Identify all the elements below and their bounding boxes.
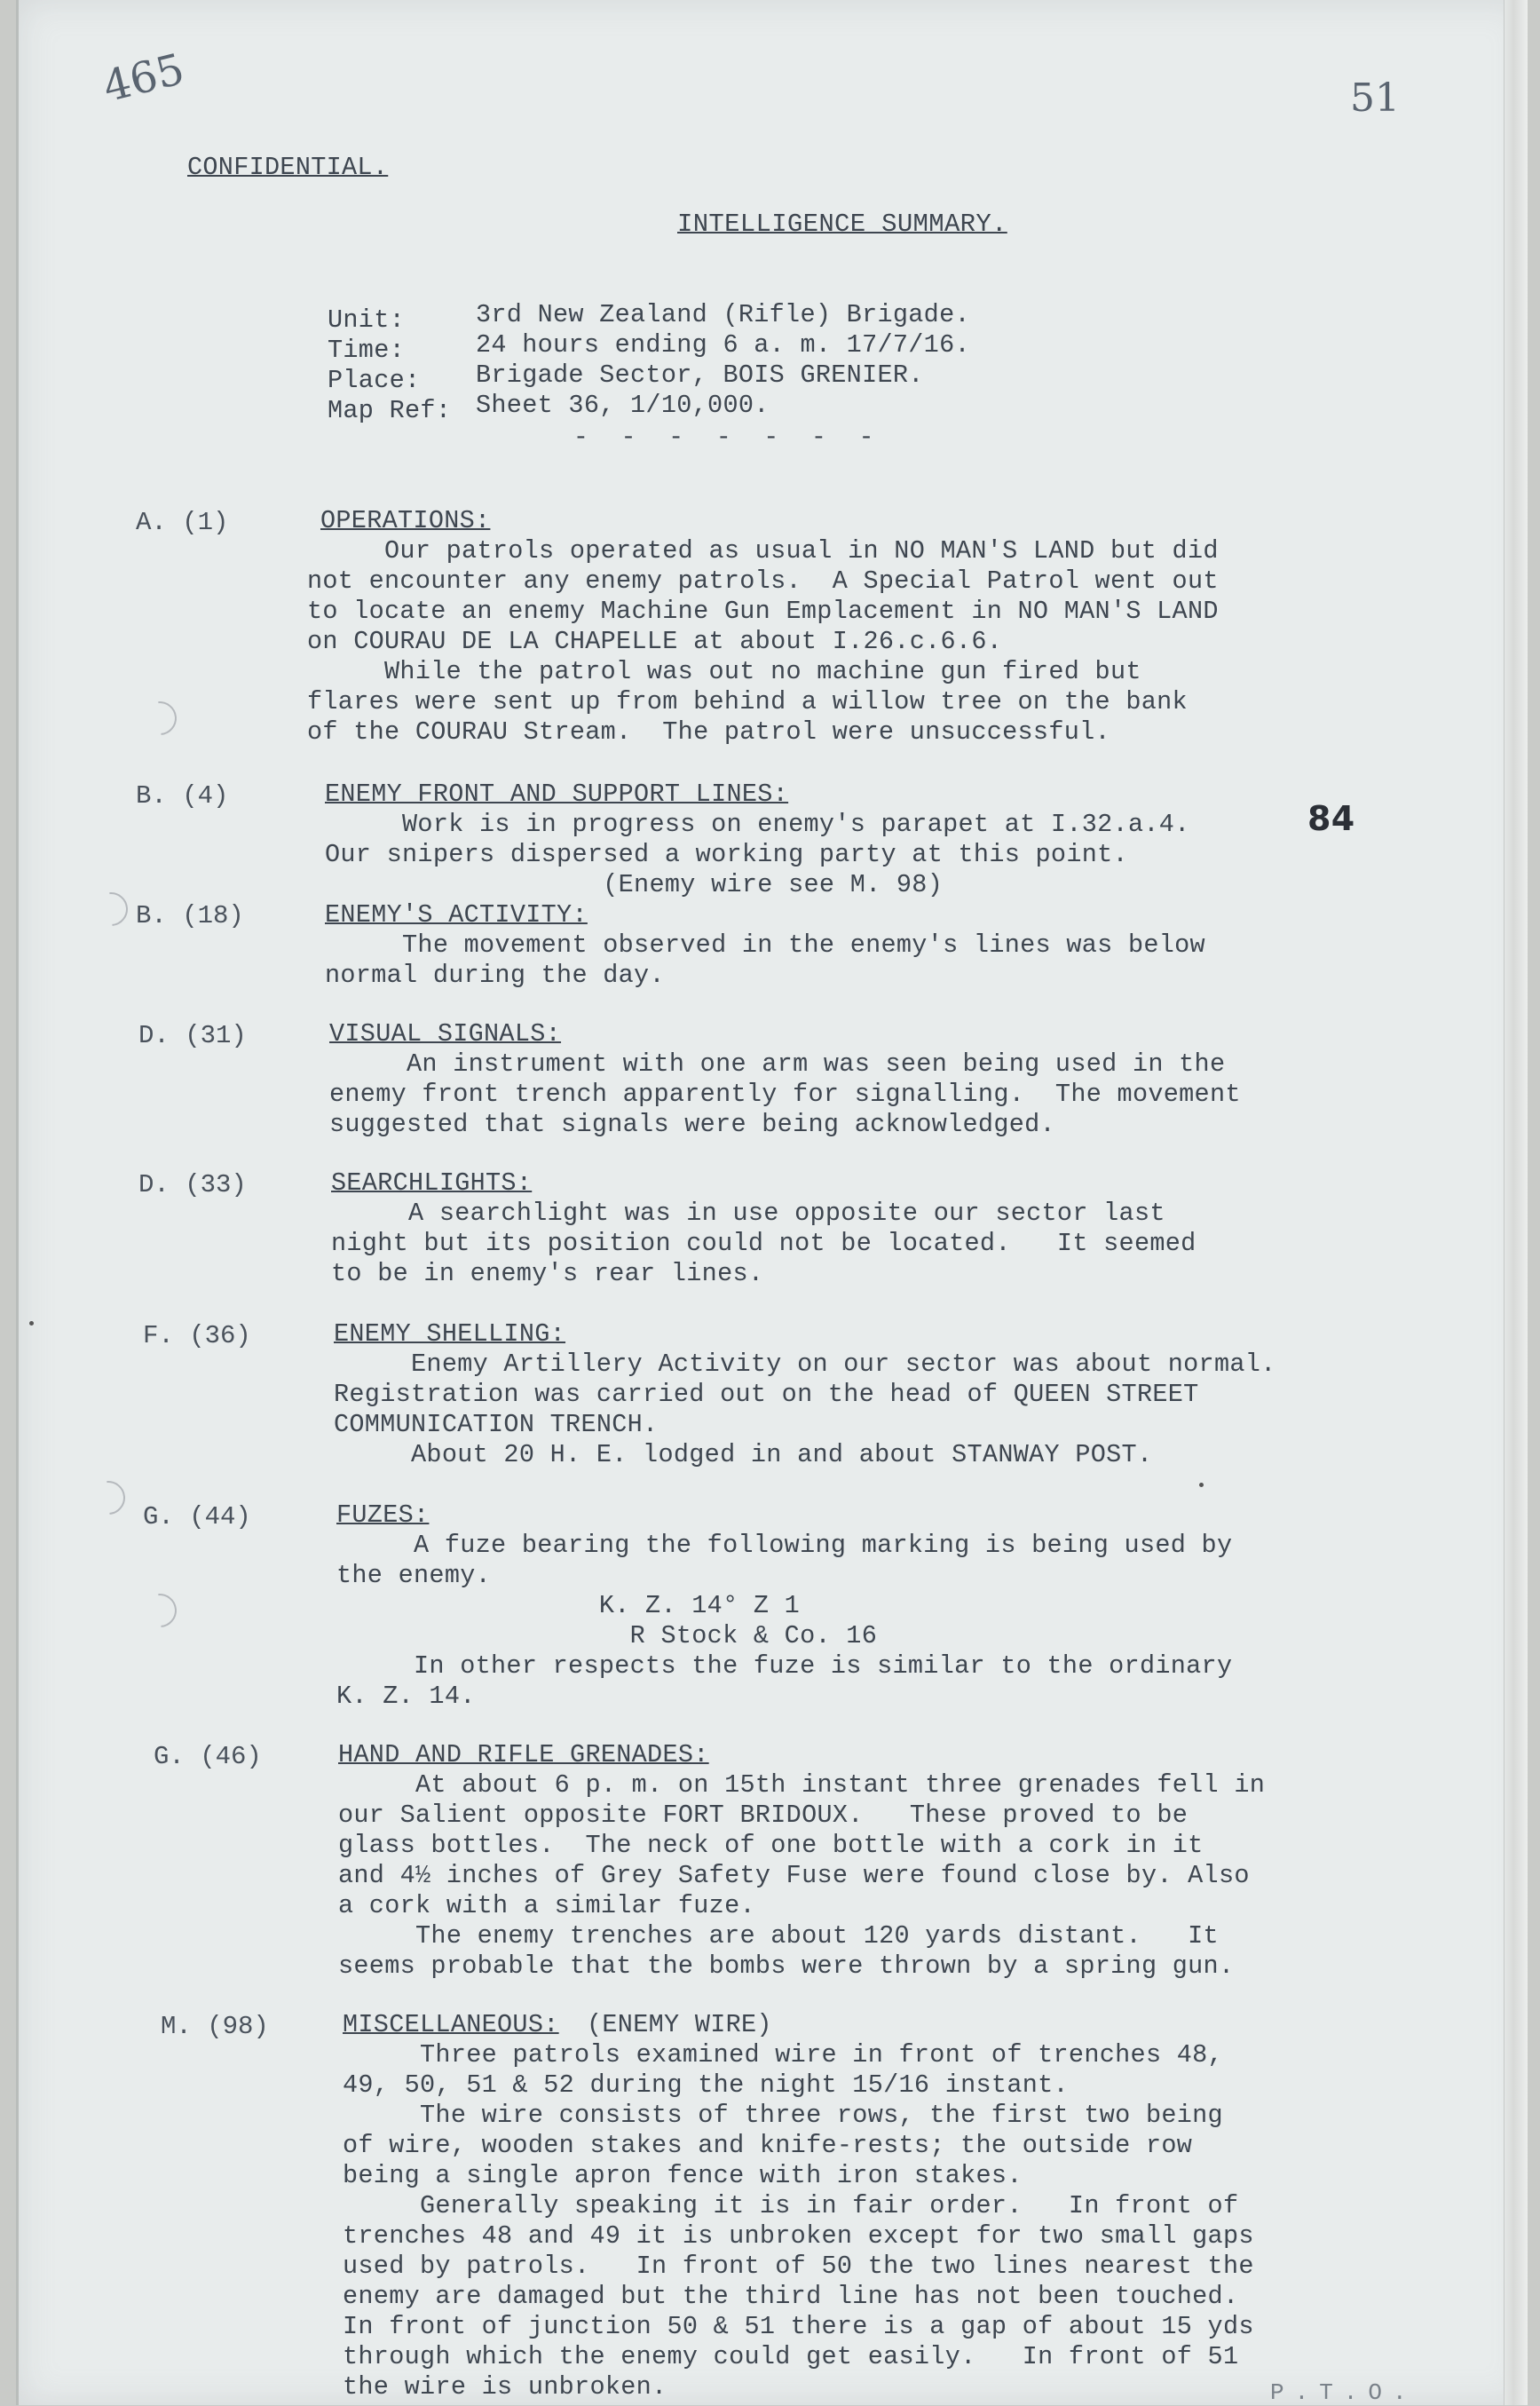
section-line: In front of junction 50 & 51 there is a gap of about 15 yds [343, 2312, 1254, 2341]
section-line: on COURAU DE LA CHAPELLE at about I.26.c.6.6. [307, 627, 1003, 656]
section-label: D. (31) [138, 1021, 247, 1050]
section-line: through which the enemy could get easily. In front of 51 [343, 2342, 1239, 2371]
section-heading: MISCELLANEOUS: [343, 2010, 559, 2039]
section-line: The enemy trenches are about 120 yards distant. It [338, 1921, 1219, 1951]
header-separator: - - - - - - - [573, 424, 883, 452]
section-line: enemy are damaged but the third line has not been touched. [343, 2282, 1239, 2311]
section-line: enemy front trench apparently for signalling. The movement [329, 1080, 1241, 1109]
section-line: Generally speaking it is in fair order. In front of [343, 2191, 1239, 2220]
folio-number-right: 51 [1350, 75, 1400, 121]
section-line: Registration was carried out on the head of QUEEN STREET [334, 1380, 1199, 1409]
punch-hole [136, 1587, 184, 1634]
document-page [16, 0, 1528, 2405]
place-value: Brigade Sector, BOIS GRENIER. [476, 360, 924, 390]
section-label: A. (1) [136, 508, 229, 537]
section-line: of the COURAU Stream. The patrol were unsuccessful. [307, 717, 1110, 747]
page-edge [1504, 0, 1528, 2405]
section-line: Enemy Artillery Activity on our sector was about normal. [334, 1349, 1276, 1379]
place-label: Place: [328, 366, 421, 395]
section-line: 49, 50, 51 & 52 during the night 15/16 instant. [343, 2070, 1069, 2100]
section-heading: ENEMY SHELLING: [334, 1319, 566, 1349]
section-line: trenches 48 and 49 it is unbroken except for two small gaps [343, 2221, 1254, 2251]
section-line: glass bottles. The neck of one bottle with a cork in it [338, 1831, 1204, 1860]
unit-label: Unit: [328, 305, 406, 335]
map-value: Sheet 36, 1/10,000. [476, 391, 770, 420]
section-line: the wire is unbroken. [343, 2372, 667, 2402]
section-line: Three patrols examined wire in front of trenches 48, [343, 2040, 1223, 2070]
section-line: our Salient opposite FORT BRIDOUX. These proved to be [338, 1801, 1189, 1830]
section-heading: ENEMY'S ACTIVITY: [325, 900, 588, 930]
section-line: Our snipers dispersed a working party at this point. [325, 840, 1128, 869]
section-label: F. (36) [143, 1321, 251, 1350]
section-heading: HAND AND RIFLE GRENADES: [338, 1740, 709, 1769]
section-heading-note: (ENEMY WIRE) [587, 2010, 772, 2039]
section-line: An instrument with one arm was seen being used in the [329, 1049, 1226, 1079]
section-label: D. (33) [138, 1170, 247, 1199]
section-label: B. (18) [136, 901, 244, 930]
section-line: and 4½ inches of Grey Safety Fuse were found close by. Also [338, 1861, 1250, 1890]
section-line: not encounter any enemy patrols. A Special Patrol went out [307, 566, 1219, 596]
section-line: A fuze bearing the following marking is being used by [336, 1531, 1233, 1560]
map-label: Map Ref: [328, 396, 452, 425]
time-label: Time: [328, 336, 406, 365]
section-line: suggested that signals were being acknowledged. [329, 1110, 1055, 1139]
classification-label: CONFIDENTIAL. [187, 153, 389, 182]
section-line: to locate an enemy Machine Gun Emplacement in NO MAN'S LAND [307, 597, 1219, 626]
section-heading: ENEMY FRONT AND SUPPORT LINES: [325, 780, 789, 809]
section-line: night but its position could not be located. It seemed [331, 1229, 1196, 1258]
speck [29, 1321, 34, 1326]
section-line: Work is in progress on enemy's parapet at I.32.a.4. [325, 810, 1190, 839]
section-line: About 20 H. E. lodged in and about STANWAY POST. [334, 1440, 1153, 1469]
section-heading: FUZES: [336, 1500, 430, 1530]
folio-number-left: 465 [98, 44, 190, 113]
section-heading: OPERATIONS: [320, 506, 491, 535]
section-heading: SEARCHLIGHTS: [331, 1168, 533, 1198]
document-title: INTELLIGENCE SUMMARY. [677, 210, 1007, 239]
section-line: being a single apron fence with iron stakes. [343, 2161, 1023, 2190]
section-line: seems probable that the bombs were thrown by a spring gun. [338, 1951, 1235, 1981]
section-heading: VISUAL SIGNALS: [329, 1019, 562, 1049]
section-line: COMMUNICATION TRENCH. [334, 1410, 659, 1439]
section-line: R Stock & Co. 16 [336, 1621, 878, 1650]
section-line: K. Z. 14° Z 1 [336, 1591, 801, 1620]
section-line: of wire, wooden stakes and knife-rests; the outside row [343, 2131, 1193, 2160]
section-line: a cork with a similar fuze. [338, 1891, 755, 1920]
section-label: B. (4) [136, 781, 229, 811]
punch-hole [84, 1474, 132, 1522]
section-line: to be in enemy's rear lines. [331, 1259, 764, 1288]
section-label: G. (46) [154, 1742, 262, 1771]
section-line: In other respects the fuze is similar to the ordinary [336, 1651, 1233, 1681]
section-line: At about 6 p. m. on 15th instant three grenades fell in [338, 1770, 1266, 1800]
section-line: normal during the day. [325, 961, 665, 990]
section-line: The wire consists of three rows, the first two being [343, 2101, 1223, 2130]
section-line: used by patrols. In front of 50 the two lines nearest the [343, 2252, 1254, 2281]
speck [1199, 1483, 1204, 1487]
page-turn-note: P.T.O. [1270, 2379, 1418, 2406]
punch-hole [136, 694, 184, 742]
section-line: The movement observed in the enemy's lines was below [325, 930, 1205, 960]
section-line: Our patrols operated as usual in NO MAN'S LAND but did [307, 536, 1219, 566]
unit-value: 3rd New Zealand (Rifle) Brigade. [476, 300, 970, 329]
handwritten-mark: 84 [1307, 799, 1355, 838]
punch-hole [87, 885, 135, 933]
section-label: M. (98) [161, 2012, 269, 2041]
section-line: K. Z. 14. [336, 1682, 476, 1711]
section-line: A searchlight was in use opposite our sector last [331, 1199, 1165, 1228]
section-line: (Enemy wire see M. 98) [325, 870, 944, 899]
time-value: 24 hours ending 6 a. m. 17/7/16. [476, 330, 970, 360]
section-label: G. (44) [143, 1502, 251, 1531]
section-line: flares were sent up from behind a willow tree on the bank [307, 687, 1188, 716]
section-line: While the patrol was out no machine gun fired but [307, 657, 1141, 686]
section-line: the enemy. [336, 1561, 492, 1590]
